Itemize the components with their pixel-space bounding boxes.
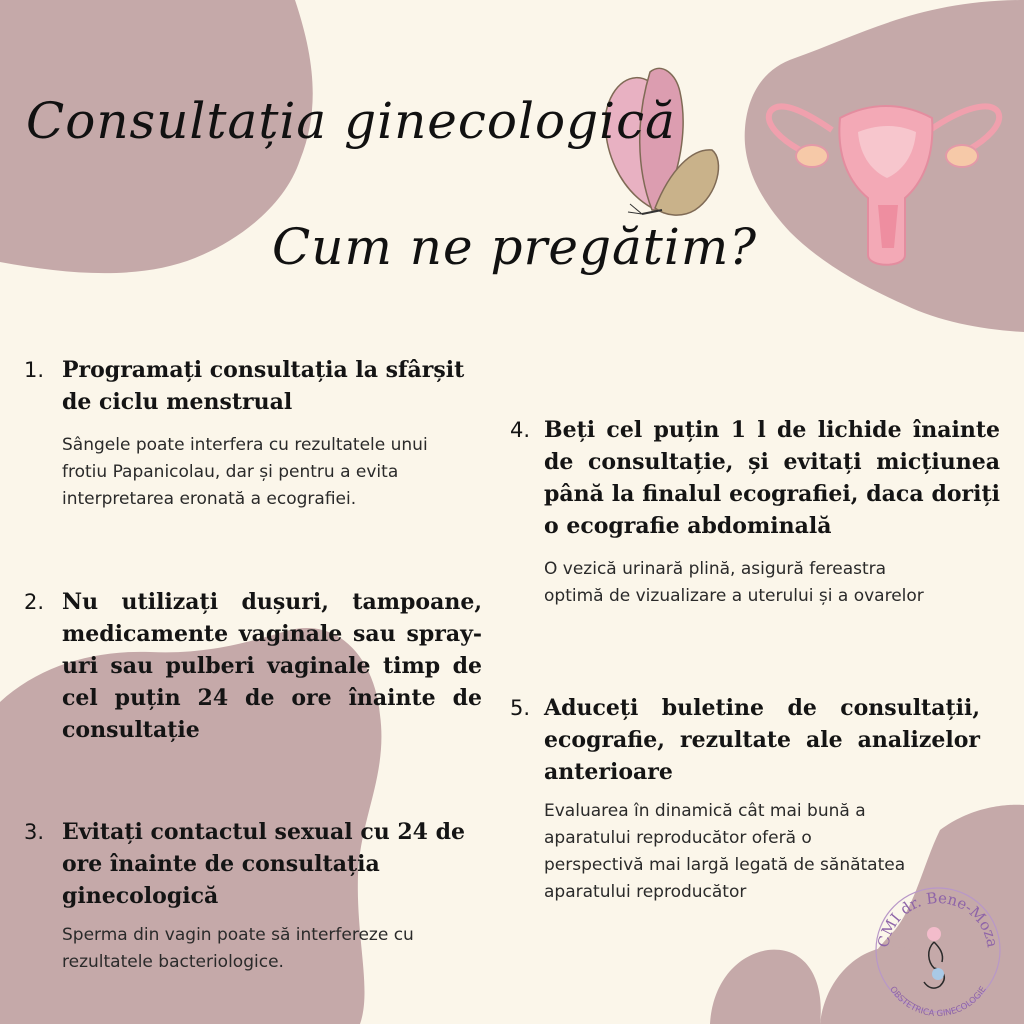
list-item-2 — [24, 586, 482, 746]
pregnant-woman-icon — [924, 927, 944, 988]
clinic-logo — [868, 878, 1008, 1018]
item-heading: Evitați contactul sexual cu 24 de ore înainte de consultația ginecologică — [62, 819, 466, 909]
item-description: Evaluarea în dinamică cât mai bună a aparatului reproducător oferă o perspectivă mai largă legată de sănătatea aparatului reproducător — [544, 801, 906, 902]
list-item-1 — [24, 354, 482, 513]
logo-bottom-text: OBSTETRICA GINECOLOGIE — [887, 984, 989, 1018]
item-heading: Nu utilizați dușuri, tampoane, medicamente vaginale sau spray-uri sau pulberi vaginale timp de cel puțin 24 de ore înainte de consultație — [62, 589, 482, 743]
item-number: 5. — [510, 696, 531, 720]
page-title: Consultația ginecologică — [26, 92, 676, 150]
page-subtitle: Cum ne pregătim? — [272, 218, 758, 276]
logo-top-text: CMI dr. Bene-Moza — [874, 888, 1002, 949]
list-item-3 — [24, 816, 482, 976]
item-number: 2. — [24, 590, 45, 614]
item-description: O vezică urinară plină, asigură fereastra optimă de vizualizare a uterului și a ovarelor — [544, 559, 924, 606]
list-item-5 — [510, 692, 980, 906]
item-number: 3. — [24, 820, 45, 844]
item-number: 1. — [24, 358, 45, 382]
item-heading: Beți cel puțin 1 l de lichide înainte de consultație, și evitați micțiunea până la finalul ecografiei, daca doriți o ecografie abdominală — [544, 417, 1000, 539]
item-description: Sângele poate interfera cu rezultatele unui frotiu Papanicolau, dar și pentru a evita interpretarea eronată a ecografiei. — [62, 435, 428, 509]
item-heading: Aduceți buletine de consultații, ecografie, rezultate ale analizelor anterioare — [544, 695, 980, 785]
item-heading: Programați consultația la sfârșit de ciclu menstrual — [62, 357, 465, 415]
item-number: 4. — [510, 418, 531, 442]
item-description: Sperma din vagin poate să interfereze cu rezultatele bacteriologice. — [62, 925, 414, 972]
list-item-4 — [510, 414, 1000, 610]
